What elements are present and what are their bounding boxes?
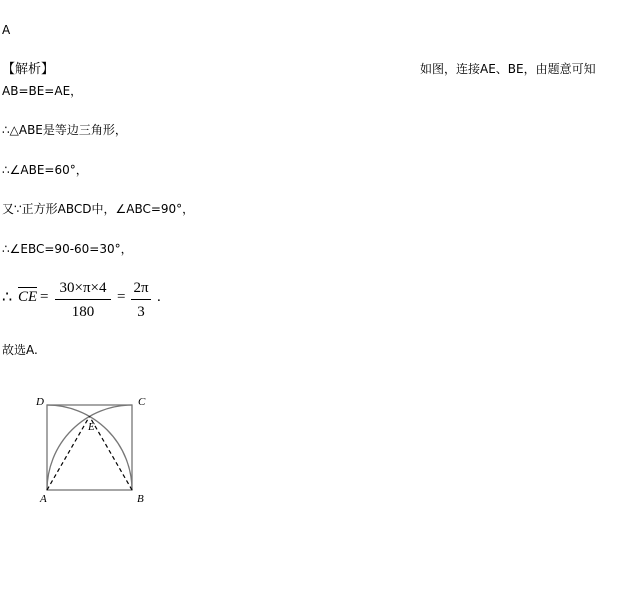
fraction-1-numerator: 30×π×4 xyxy=(59,280,107,296)
segment-be xyxy=(90,416,133,490)
equal-sides-line: AB=BE=AE， xyxy=(2,84,83,98)
arc-centered-a xyxy=(47,405,132,490)
equals-sign-2: = xyxy=(117,289,126,305)
label-c: C xyxy=(138,396,146,408)
label-a: A xyxy=(40,493,47,505)
fraction-1-denominator: 180 xyxy=(71,304,95,320)
equals-sign-1: = xyxy=(40,289,49,305)
equilateral-line: ∴△ABE是等边三角形， xyxy=(2,123,127,137)
label-d: D xyxy=(36,396,44,408)
segment-ae xyxy=(47,416,90,490)
analysis-tag: 【解析】 xyxy=(2,62,55,77)
therefore-symbol: ∴ xyxy=(2,289,13,306)
angle-abe-line: ∴∠ABE=60°， xyxy=(2,163,88,177)
analysis-intro: 如图，连接AE、BE，由题意可知 xyxy=(420,62,596,76)
label-e: E xyxy=(88,421,95,433)
arc-centered-b xyxy=(47,405,132,490)
fraction-2-denominator: 3 xyxy=(137,304,145,320)
formula-period: . xyxy=(157,289,161,305)
square-abcd xyxy=(47,405,132,490)
arc-label: CE xyxy=(18,289,38,305)
conclusion-line: 故选A. xyxy=(2,343,38,357)
label-b: B xyxy=(137,493,144,505)
fraction-2-numerator: 2π xyxy=(133,280,149,296)
answer-letter: A xyxy=(2,23,11,37)
square-angle-line: 又∵正方形ABCD中，∠ABC=90°， xyxy=(2,202,195,216)
angle-ebc-line: ∴∠EBC=90-60=30°， xyxy=(2,242,133,256)
